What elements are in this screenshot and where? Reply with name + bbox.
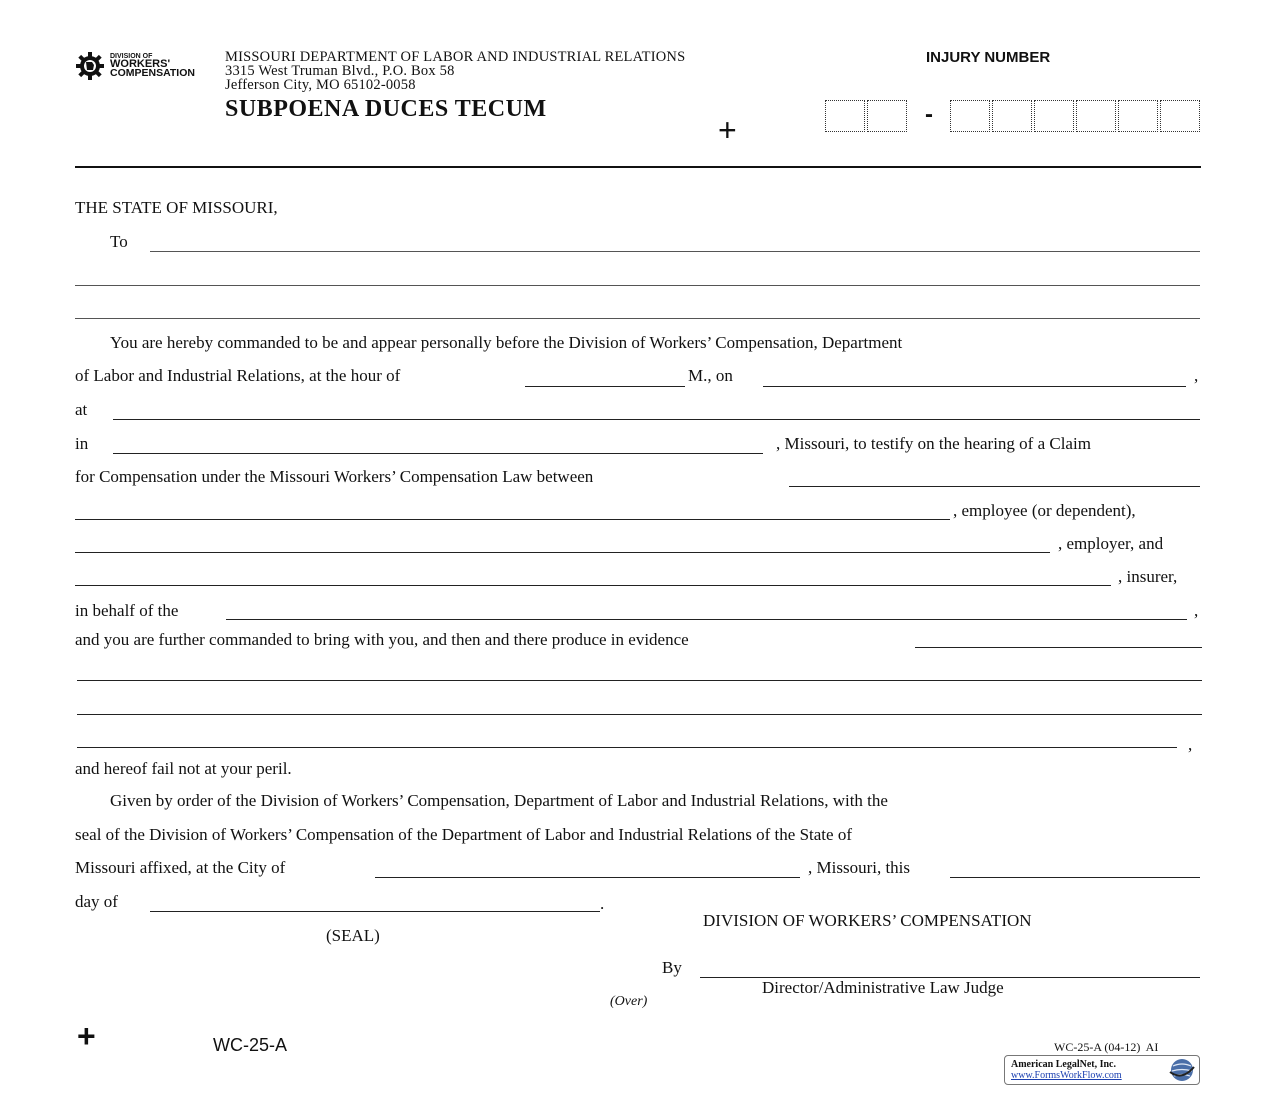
evidence-field-line3[interactable] — [77, 714, 1202, 715]
missouri-this-label: , Missouri, this — [808, 858, 911, 877]
header-divider — [75, 166, 1201, 168]
city-field[interactable] — [113, 453, 763, 454]
division-signature-heading: DIVISION OF WORKERS’ COMPENSATION — [703, 911, 1032, 930]
period: . — [600, 894, 605, 913]
form-id: WC-25-A — [213, 1035, 288, 1055]
day-of-label: day of — [75, 892, 118, 911]
date-field[interactable] — [763, 386, 1186, 387]
employee-field[interactable] — [75, 519, 950, 520]
injury-number-box[interactable] — [1076, 100, 1116, 132]
injury-number-dash: - — [925, 101, 933, 128]
employer-field[interactable] — [75, 552, 1050, 553]
seal-label: (SEAL) — [326, 926, 380, 945]
injury-number-box[interactable] — [1160, 100, 1200, 132]
issue-day-field[interactable] — [950, 877, 1200, 878]
injury-number-label: INJURY NUMBER — [926, 49, 1051, 66]
given-paragraph-line2: seal of the Division of Workers’ Compensation of the Department of Labor and Industrial Relations of the State of — [75, 825, 852, 844]
injury-number-box[interactable] — [867, 100, 907, 132]
insurer-label: , insurer, — [1118, 567, 1178, 586]
evidence-field-line2[interactable] — [77, 680, 1202, 681]
address-line1: 3315 West Truman Blvd., P.O. Box 58 — [225, 63, 455, 79]
to-field-line3[interactable] — [75, 318, 1200, 319]
meridiem-on-label: M., on — [688, 366, 733, 385]
injury-number-box[interactable] — [992, 100, 1032, 132]
employer-label: , employer, and — [1058, 534, 1164, 553]
registration-mark-plus: + — [77, 1018, 96, 1054]
logo-line3: COMPENSATION — [110, 67, 195, 79]
hour-field[interactable] — [525, 386, 685, 387]
injury-number-box[interactable] — [1118, 100, 1158, 132]
legalnet-badge[interactable] — [1004, 1055, 1200, 1085]
registration-mark-plus: + — [718, 112, 737, 148]
evidence-field[interactable] — [915, 647, 1202, 648]
address-line2: Jefferson City, MO 65102-0058 — [225, 77, 416, 93]
legalnet-url[interactable]: www.FormsWorkFlow.com — [1011, 1070, 1122, 1081]
form-revision: WC-25-A (04-12) AI — [1054, 1040, 1159, 1054]
in-label: in — [75, 434, 89, 453]
division-logo — [74, 50, 214, 82]
state-of-missouri: THE STATE OF MISSOURI, — [75, 198, 278, 217]
for-compensation-text: for Compensation under the Missouri Workers’ Compensation Law between — [75, 467, 594, 486]
legalnet-name: American LegalNet, Inc. — [1011, 1059, 1116, 1070]
at-label: at — [75, 400, 88, 419]
to-label: To — [110, 232, 128, 251]
issue-city-field[interactable] — [375, 877, 800, 878]
globe-icon — [1167, 1057, 1197, 1083]
department-name: MISSOURI DEPARTMENT OF LABOR AND INDUSTRIAL RELATIONS — [225, 49, 686, 65]
injury-number-box[interactable] — [1034, 100, 1074, 132]
produce-evidence-text: and you are further commanded to bring with you, and then and there produce in evidence — [75, 630, 689, 649]
command-paragraph-line2: of Labor and Industrial Relations, at the hour of — [75, 366, 401, 385]
missouri-testify-text: , Missouri, to testify on the hearing of a Claim — [776, 434, 1091, 453]
logo-line2: WORKERS' — [110, 58, 171, 70]
injury-number-box[interactable] — [950, 100, 990, 132]
behalf-label: in behalf of the — [75, 601, 179, 620]
issue-month-field[interactable] — [150, 911, 600, 912]
over-note: (Over) — [610, 994, 648, 1009]
to-field-line2[interactable] — [75, 285, 1200, 286]
comma: , — [1188, 735, 1193, 754]
gear-icon — [74, 52, 106, 80]
comma: , — [1194, 366, 1199, 385]
logo-line1: DIVISION OF — [110, 53, 153, 60]
to-field[interactable] — [150, 251, 1200, 252]
command-paragraph-line1: You are hereby commanded to be and appear personally before the Division of Workers’ Compensation, Department — [110, 333, 903, 352]
behalf-field[interactable] — [226, 619, 1187, 620]
injury-number-box[interactable] — [825, 100, 865, 132]
given-paragraph-line1: Given by order of the Division of Workers’ Compensation, Department of Labor and Industrial Relations, with the — [110, 791, 888, 810]
employee-label: , employee (or dependent), — [953, 501, 1136, 520]
signer-title: Director/Administrative Law Judge — [762, 978, 1004, 997]
location-field[interactable] — [113, 419, 1200, 420]
peril-text: and hereof fail not at your peril. — [75, 759, 292, 778]
form-title: SUBPOENA DUCES TECUM — [225, 96, 547, 122]
insurer-field[interactable] — [75, 585, 1111, 586]
between-field[interactable] — [789, 486, 1200, 487]
by-label: By — [662, 958, 682, 977]
given-paragraph-line3: Missouri affixed, at the City of — [75, 858, 286, 877]
evidence-field-line4[interactable] — [77, 747, 1177, 748]
comma: , — [1194, 601, 1199, 620]
